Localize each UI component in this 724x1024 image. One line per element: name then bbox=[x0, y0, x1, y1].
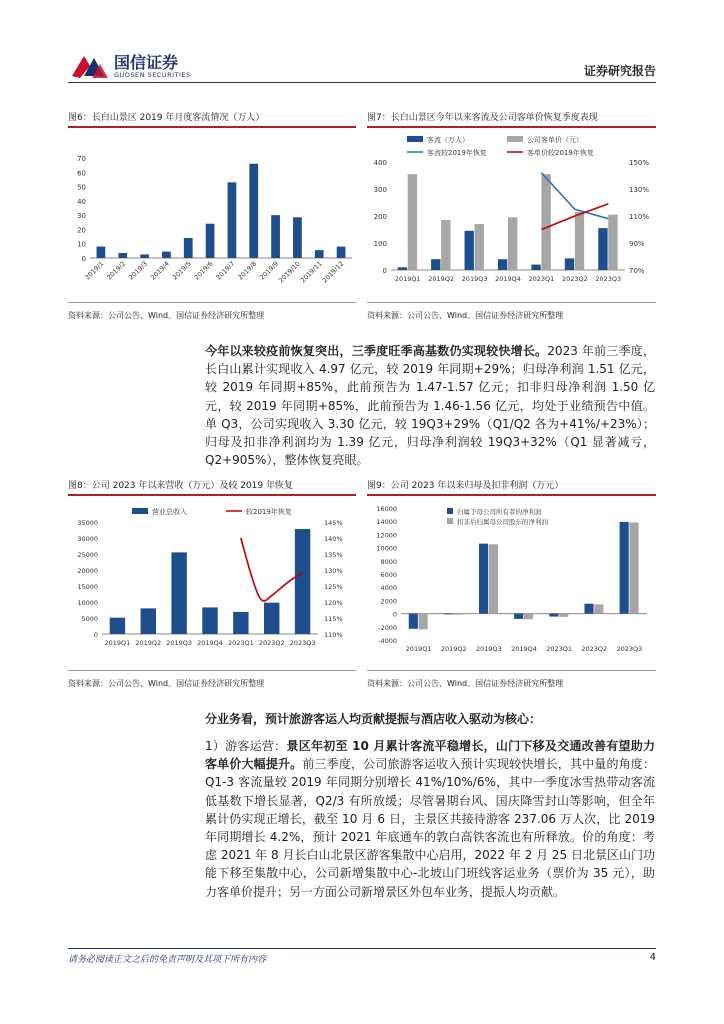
x-tick-label: 2019Q2 bbox=[440, 645, 467, 653]
paragraph-segment-heading bbox=[205, 710, 655, 728]
x-tick-label: 2019Q1 bbox=[394, 275, 421, 283]
fig7-source: 资料来源：公司公告、Wind、国信证券经济研究所整理 bbox=[367, 311, 564, 320]
bar bbox=[110, 618, 125, 634]
y-tick-label: 100 bbox=[373, 240, 387, 248]
bar bbox=[271, 215, 280, 258]
y-tick-label: 10000 bbox=[376, 544, 397, 553]
bar bbox=[228, 182, 237, 258]
y-tick-label: 70 bbox=[77, 155, 86, 163]
fig6-chart bbox=[68, 130, 358, 300]
x-tick-label: 2019/9 bbox=[258, 259, 280, 282]
y2-tick-label: 130% bbox=[324, 567, 343, 575]
x-tick-label: 2019Q4 bbox=[511, 645, 537, 653]
legend-swatch bbox=[447, 518, 453, 524]
legend-label: 归属于母公司所有者的净利润 bbox=[457, 508, 542, 516]
y-tick-label: 30000 bbox=[77, 535, 98, 543]
y-tick-label: 10000 bbox=[77, 599, 98, 607]
y-tick-label: 0 bbox=[93, 631, 98, 639]
y-tick-label: 14000 bbox=[376, 518, 397, 527]
bar bbox=[141, 608, 156, 634]
y-tick-label: 10 bbox=[77, 240, 86, 249]
x-tick-label: 2019/2 bbox=[105, 259, 128, 282]
fig7-chart bbox=[367, 130, 657, 300]
y-tick-label: 6000 bbox=[380, 571, 397, 579]
x-tick-label: 2019/6 bbox=[192, 259, 215, 282]
bar bbox=[202, 607, 217, 634]
y-tick-label: 0 bbox=[392, 610, 397, 619]
bar bbox=[541, 174, 550, 270]
bar bbox=[184, 238, 193, 258]
x-tick-label: 2019Q4 bbox=[197, 639, 223, 647]
y-tick-label: 20 bbox=[77, 226, 86, 235]
x-tick-label: 2019/3 bbox=[127, 259, 149, 282]
y2-tick-label: 110% bbox=[324, 631, 343, 639]
legend-label: 公司客单价（元） bbox=[527, 136, 583, 144]
fig6-title: 图6：长白山景区 2019 年月度客流情况（万人） bbox=[68, 113, 265, 123]
header-rule bbox=[68, 82, 656, 83]
bar bbox=[233, 612, 248, 634]
legend-label: 较2019年恢复 bbox=[246, 508, 292, 516]
x-tick-label: 2023Q2 bbox=[581, 645, 608, 653]
y-tick-label: 20000 bbox=[77, 567, 98, 575]
fig9-title: 图9：公司 2023 年以来归母及扣非利润（万元） bbox=[367, 481, 564, 491]
bar bbox=[498, 259, 507, 270]
bar bbox=[489, 544, 498, 613]
x-tick-label: 2019/1 bbox=[83, 259, 106, 282]
y-tick-label: 200 bbox=[373, 213, 387, 221]
fig8-chart bbox=[68, 500, 358, 665]
fig9-source: 资料来源：公司公告、Wind、国信证券经济研究所整理 bbox=[367, 679, 564, 688]
bar bbox=[598, 228, 607, 270]
y-tick-label: 16000 bbox=[376, 505, 397, 513]
bar bbox=[206, 224, 215, 258]
bar bbox=[524, 614, 533, 620]
y-tick-label: 60 bbox=[77, 169, 86, 178]
y2-tick-label: 125% bbox=[324, 583, 343, 591]
bar bbox=[475, 224, 484, 270]
legend-swatch bbox=[507, 136, 523, 142]
y-tick-label: 300 bbox=[373, 186, 387, 194]
bar bbox=[565, 258, 574, 270]
y-tick-label: 4000 bbox=[380, 584, 397, 593]
x-tick-label: 2023Q3 bbox=[289, 639, 316, 647]
x-tick-label: 2019/7 bbox=[214, 259, 237, 282]
fig6-source: 资料来源：公司公告、Wind、国信证券经济研究所整理 bbox=[68, 311, 265, 320]
bar bbox=[140, 254, 149, 258]
fig7-title-rule bbox=[367, 126, 656, 128]
y2-tick-label: 115% bbox=[324, 615, 343, 623]
x-tick-label: 2023Q2 bbox=[258, 639, 285, 647]
paragraph-tourism bbox=[205, 737, 655, 901]
y-tick-label: 0 bbox=[382, 267, 387, 275]
x-tick-label: 2019/11 bbox=[298, 259, 324, 285]
fig9-title-rule bbox=[367, 494, 656, 496]
x-tick-label: 2023Q2 bbox=[561, 275, 588, 283]
bar bbox=[264, 603, 279, 634]
bar bbox=[97, 247, 106, 258]
x-tick-label: 2019/8 bbox=[236, 259, 259, 282]
legend-label: 营业总收入 bbox=[152, 508, 187, 516]
y-tick-label: 25000 bbox=[77, 551, 98, 559]
y-tick-label: -2000 bbox=[378, 623, 397, 632]
bar bbox=[315, 250, 324, 258]
bar bbox=[479, 544, 488, 614]
bar bbox=[408, 174, 417, 270]
x-tick-label: 2019Q3 bbox=[461, 275, 488, 283]
bar bbox=[620, 522, 629, 614]
paragraph-performance-lead: 今年以来较疫前恢复突出，三季度旺季高基数仍实现较快增长。 bbox=[205, 344, 548, 358]
x-tick-label: 2023Q1 bbox=[546, 645, 573, 653]
page-number: 4 bbox=[649, 952, 656, 963]
bar bbox=[531, 265, 540, 270]
fig9-chart bbox=[367, 500, 657, 665]
paragraph-tourism-lead: 1）游客运营： bbox=[205, 739, 287, 753]
y-tick-label: 15000 bbox=[77, 583, 98, 591]
bar bbox=[629, 523, 638, 614]
x-tick-label: 2023Q3 bbox=[595, 275, 622, 283]
legend-label: 客流较2019年恢复 bbox=[427, 149, 487, 157]
company-logo bbox=[70, 50, 110, 80]
x-tick-label: 2023Q1 bbox=[528, 275, 555, 283]
bar bbox=[398, 267, 407, 270]
paragraph-performance-text: 2023 年前三季度，长白山累计实现收入 4.97 亿元，较 2019 年同期+29%；归母净利润 1.51 亿元，较 2019 年同期+85%，此前预告为 1.47-1.57 亿元；扣非归母净利润 1.50 亿元，较 2019 年同期+85%，此前预告为 1.46-1.56 亿元，均处于业绩预告中值。单 Q3，公司实现收入 3.30 亿元，较 19Q3+29%（Q1/Q2 各为+41%/+23%）；归母及扣非净利润均为 1.39 亿元，归母净利润较 19Q3+32%（Q1 显著减亏，Q2+905%），整体恢复亮眼。 bbox=[205, 344, 655, 468]
y-tick-label: -4000 bbox=[378, 637, 397, 645]
x-tick-label: 2023Q1 bbox=[227, 639, 254, 647]
fig7-source-rule bbox=[367, 302, 656, 303]
legend-swatch bbox=[447, 508, 453, 514]
bar bbox=[293, 217, 302, 258]
y-tick-label: 0 bbox=[81, 255, 86, 263]
paragraph-tourism-text: 前三季度，公司旅游客运收入预计实现较快增长，其中量的角度：Q1-3 客流量较 2019 年同期分别增长 41%/10%/6%，其中一季度冰雪热带动客流低基数下增长显著，Q2/3 有所放缓；尽管暑期台风、国庆降雪封山等影响，但全年累计仍实现正增长，截至 10 月 6 日，主景区共接待游客 237.06 万人次，比 2019 年同期增长 4.2%，预计 2021 年底通车的敦白高铁客流也有所释放。价的角度：考虑 2021 年 8 月长白山北景区游客集散中心启用，2022 年 2 月 25 日北景区山门功能下移至集散中心，公司新增集散中心-北坡山门班线客运业务（票价为 35 元），助力客单价提升；另一方面公司新增景区外包车业务，提振人均贡献。 bbox=[205, 757, 655, 899]
y-tick-label: 40 bbox=[77, 197, 86, 206]
bar bbox=[441, 220, 450, 270]
company-name-en: GUOSEN SECURITIES bbox=[114, 71, 191, 79]
legend-label: 扣非后归属母公司股东的净利润 bbox=[457, 518, 548, 526]
y2-tick-label: 70% bbox=[629, 267, 645, 275]
bar bbox=[118, 253, 127, 258]
x-tick-label: 2019Q1 bbox=[104, 639, 131, 647]
x-tick-label: 2019/5 bbox=[170, 259, 193, 282]
x-tick-label: 2019/12 bbox=[320, 259, 346, 285]
fig6-title-rule bbox=[68, 126, 356, 128]
x-tick-label: 2019Q1 bbox=[405, 645, 432, 653]
bar bbox=[584, 604, 593, 614]
report-type: 证券研究报告 bbox=[583, 64, 656, 78]
x-tick-label: 2019Q2 bbox=[428, 275, 455, 283]
fig8-title-rule bbox=[68, 494, 356, 496]
x-tick-label: 2019/10 bbox=[277, 259, 302, 285]
y-tick-label: 50 bbox=[77, 183, 86, 192]
bar bbox=[608, 215, 617, 270]
fig6-source-rule bbox=[68, 302, 356, 303]
y-tick-label: 35000 bbox=[77, 519, 98, 527]
y2-tick-label: 140% bbox=[324, 535, 343, 543]
x-tick-label: 2019Q4 bbox=[495, 275, 521, 283]
fig8-title: 图8：公司 2023 年以来营收（万元）及较 2019 年恢复 bbox=[68, 481, 293, 491]
company-name: 国信证券 bbox=[114, 53, 179, 72]
fig8-source: 资料来源：公司公告、Wind、国信证券经济研究所整理 bbox=[68, 679, 265, 688]
y2-tick-label: 110% bbox=[629, 213, 650, 221]
logo-mark-icon bbox=[70, 50, 110, 80]
y2-tick-label: 135% bbox=[324, 551, 343, 559]
bar bbox=[249, 164, 258, 258]
y-tick-label: 2000 bbox=[380, 597, 397, 606]
bar bbox=[162, 252, 171, 258]
bar bbox=[431, 259, 440, 270]
bar bbox=[508, 217, 517, 270]
fig9-source-rule bbox=[367, 670, 656, 671]
bar bbox=[444, 614, 453, 615]
y2-tick-label: 130% bbox=[629, 186, 650, 194]
legend-swatch bbox=[407, 136, 423, 142]
bar bbox=[409, 614, 418, 629]
y2-tick-label: 150% bbox=[629, 159, 650, 167]
paragraph-tourism-bold: 景区年初至 10 月累计客流平稳增长，山门下移及交通改善有望助力客单价大幅提升。 bbox=[205, 739, 655, 772]
y-tick-label: 400 bbox=[373, 159, 387, 167]
footer-disclaimer: 请务必阅读正文之后的免责声明及其项下所有内容 bbox=[68, 955, 267, 965]
x-tick-label: 2019/4 bbox=[148, 259, 171, 282]
series-line bbox=[541, 173, 608, 219]
bar bbox=[514, 614, 523, 619]
bar bbox=[419, 614, 428, 630]
bar bbox=[559, 614, 568, 617]
paragraph-segment-heading-text: 分业务看，预计旅游客运人均贡献提振与酒店收入驱动为核心： bbox=[205, 712, 542, 726]
y2-tick-label: 145% bbox=[324, 519, 343, 527]
bar bbox=[549, 614, 558, 617]
bar bbox=[337, 247, 346, 258]
y-tick-label: 30 bbox=[77, 212, 86, 221]
fig8-source-rule bbox=[68, 670, 356, 671]
bar bbox=[454, 614, 463, 615]
x-tick-label: 2023Q3 bbox=[616, 645, 643, 653]
fig7-title: 图7：长白山景区今年以来客流及公司客单价恢复季度表现 bbox=[367, 113, 598, 123]
x-tick-label: 2019Q3 bbox=[475, 645, 502, 653]
footer-rule bbox=[68, 948, 656, 949]
paragraph-performance bbox=[205, 342, 655, 469]
legend-label: 客单价较2019年恢复 bbox=[527, 149, 594, 157]
y2-tick-label: 120% bbox=[324, 599, 343, 607]
bar bbox=[295, 529, 310, 634]
x-tick-label: 2019Q3 bbox=[166, 639, 193, 647]
bar bbox=[171, 552, 186, 634]
y-tick-label: 5000 bbox=[81, 615, 98, 623]
y-tick-label: 12000 bbox=[376, 531, 397, 540]
legend-label: 客流（万人） bbox=[427, 136, 469, 144]
bar bbox=[575, 212, 584, 270]
legend-swatch bbox=[132, 508, 148, 514]
x-tick-label: 2019Q2 bbox=[135, 639, 162, 647]
y2-tick-label: 90% bbox=[629, 240, 645, 248]
y-tick-label: 8000 bbox=[380, 557, 397, 566]
bar bbox=[594, 604, 603, 613]
bar bbox=[465, 231, 474, 270]
series-line bbox=[241, 538, 303, 601]
